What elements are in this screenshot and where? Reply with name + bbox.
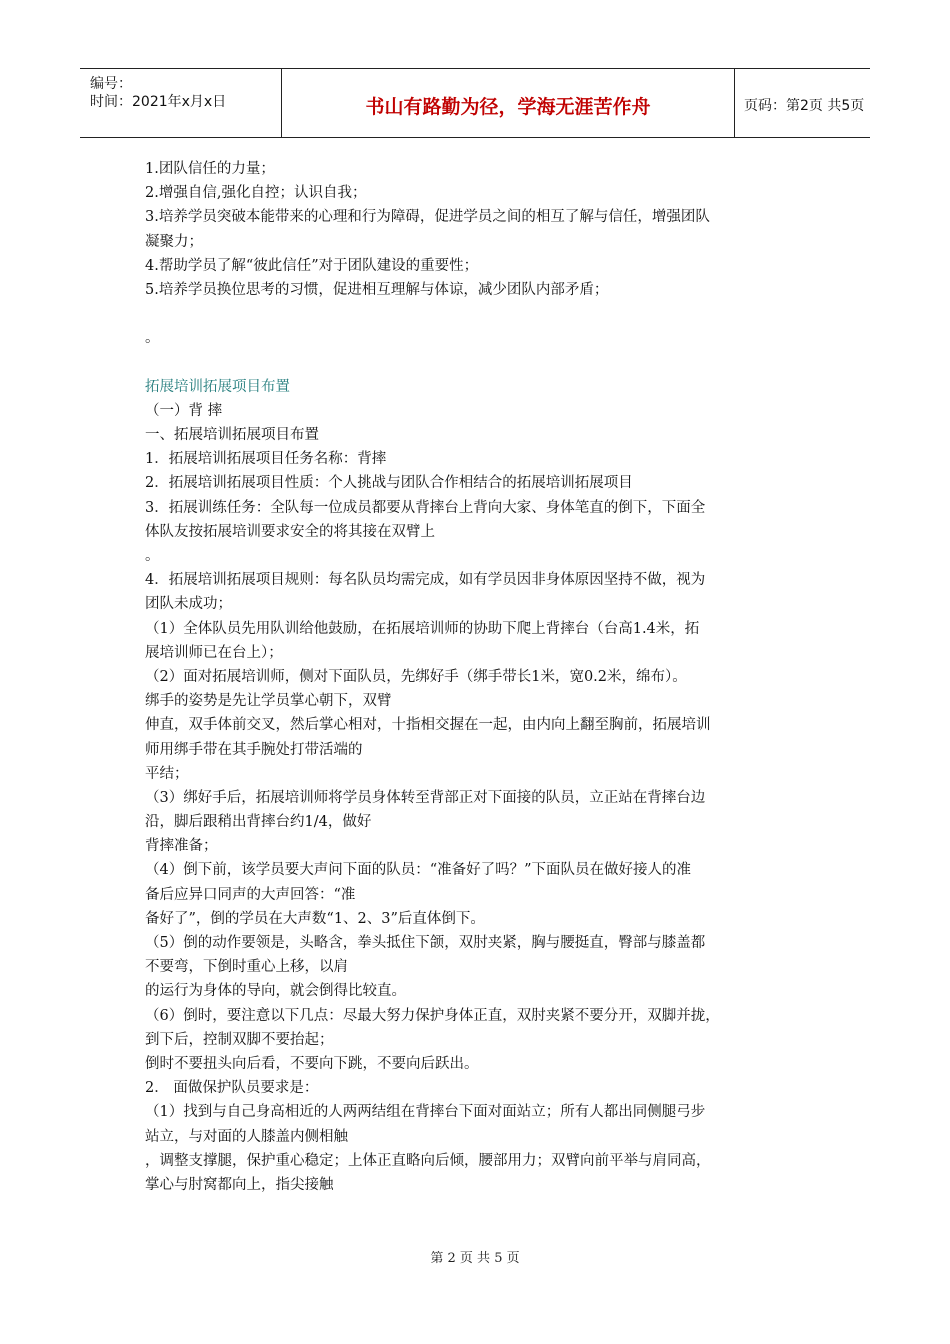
body-line: 展培训师已在台上）； xyxy=(145,644,283,661)
body-line: 备好了”，倒的学员在大声数“1、2、3”后直体倒下。 xyxy=(145,910,485,927)
body-line: （1）全体队员先用队训给他鼓励，在拓展培训师的协助下爬上背摔台（台高1.4米，拓 xyxy=(145,620,700,637)
body-line: 2．拓展培训拓展项目性质：个人挑战与团队合作相结合的拓展培训拓展项目 xyxy=(145,475,633,492)
body-line: 的运行为身体的导向，就会倒得比较直。 xyxy=(145,983,406,1000)
document-date-label: 时间：2021年x月x日 xyxy=(90,94,227,110)
body-line: 2． 面做保护队员要求是： xyxy=(145,1080,319,1097)
body-line: 5.培养学员换位思考的习惯，促进相互理解与体谅，减少团队内部矛盾； xyxy=(145,281,609,298)
document-body xyxy=(145,157,810,1197)
body-line: 沿，脚后跟稍出背摔台约1/4，做好 xyxy=(145,814,372,831)
body-line: ，调整支撑腿，保护重心稳定；上体正直略向后倾，腰部用力；双臂向前平举与肩同高， xyxy=(145,1152,711,1169)
body-line: 平结； xyxy=(145,765,189,782)
body-line: 一、拓展培训拓展项目布置 xyxy=(145,427,319,444)
body-line: （1）找到与自己身高相近的人两两结组在背摔台下面对面站立；所有人都出同侧腿弓步 xyxy=(145,1104,706,1121)
body-line: 3．拓展训练任务：全队每一位成员都要从背摔台上背向大家、身体笔直的倒下，下面全 xyxy=(145,499,706,516)
body-line: 。 xyxy=(145,330,160,347)
page-header xyxy=(80,68,870,138)
body-line: 备后应异口同声的大声回答：“准 xyxy=(145,886,356,903)
body-line: 倒时不要扭头向后看，不要向下跳，不要向后跃出。 xyxy=(145,1055,479,1072)
blank-line xyxy=(145,302,810,326)
body-line: 。 xyxy=(145,548,160,564)
body-line: （2）面对拓展培训师，侧对下面队员，先绑好手（绑手带长1米，宽0.2米，绵布）。 xyxy=(145,668,687,685)
body-line: 背摔准备； xyxy=(145,838,218,855)
header-motto: 书山有路勤为径，学海无涯苦作舟 xyxy=(365,96,651,118)
body-line: 不要弯，下倒时重心上移，以肩 xyxy=(145,959,348,976)
body-line: 绑手的姿势是先让学员掌心朝下，双臂 xyxy=(145,693,392,710)
body-line: 1．拓展培训拓展项目任务名称：背摔 xyxy=(145,451,387,468)
body-line: 站立，与对面的人膝盖内侧相触 xyxy=(145,1128,348,1145)
body-line: 4.帮助学员了解“彼此信任”对于团队建设的重要性； xyxy=(145,257,479,274)
body-line: 掌心与肘窝都向上，指尖接触 xyxy=(145,1176,334,1193)
body-line: 4．拓展培训拓展项目规则：每名队员均需完成，如有学员因非身体原因坚持不做，视为 xyxy=(145,572,706,589)
body-line: （5）倒的动作要领是，头略含，拳头抵住下颌，双肘夹紧，胸与腰挺直，臀部与膝盖都 xyxy=(145,935,706,951)
page-footer: 第 2 页 共 5 页 xyxy=(430,1251,520,1266)
section-heading: 拓展培训拓展项目布置 xyxy=(145,378,290,395)
body-line: 体队友按拓展培训要求安全的将其接在双臂上 xyxy=(145,523,435,540)
body-line: 2.增强自信,强化自控；认识自我； xyxy=(145,185,367,202)
header-left-cell xyxy=(80,69,281,137)
header-right-cell xyxy=(733,69,870,137)
body-line: （6）倒时，要注意以下几点：尽最大努力保护身体正直，双肘夹紧不要分开，双脚并拢， xyxy=(145,1007,720,1024)
body-line: （3）绑好手后，拓展培训师将学员身体转至背部正对下面接的队员，立正站在背摔台边 xyxy=(145,789,706,806)
document-number-label: 编号： xyxy=(90,76,132,92)
blank-line xyxy=(145,351,810,375)
body-line: （一）背 摔 xyxy=(145,402,223,419)
body-line: 到下后，控制双脚不要抬起； xyxy=(145,1031,334,1048)
header-motto-cell xyxy=(281,69,735,137)
body-line: 伸直，双手体前交叉，然后掌心相对，十指相交握在一起，由内向上翻至胸前，拓展培训 xyxy=(145,717,711,734)
body-line: （4）倒下前，该学员要大声问下面的队员：“准备好了吗？”下面队员在做好接人的准 xyxy=(145,862,692,879)
body-line: 1.团队信任的力量； xyxy=(145,161,275,177)
body-line: 3.培养学员突破本能带来的心理和行为障碍，促进学员之间的相互了解与信任，增强团队 xyxy=(145,209,710,226)
header-page-number: 页码：第2页 共5页 xyxy=(744,98,865,114)
body-line: 师用绑手带在其手腕处打带活端的 xyxy=(145,741,363,758)
body-line: 凝聚力； xyxy=(145,233,203,250)
body-line: 团队未成功； xyxy=(145,596,232,613)
